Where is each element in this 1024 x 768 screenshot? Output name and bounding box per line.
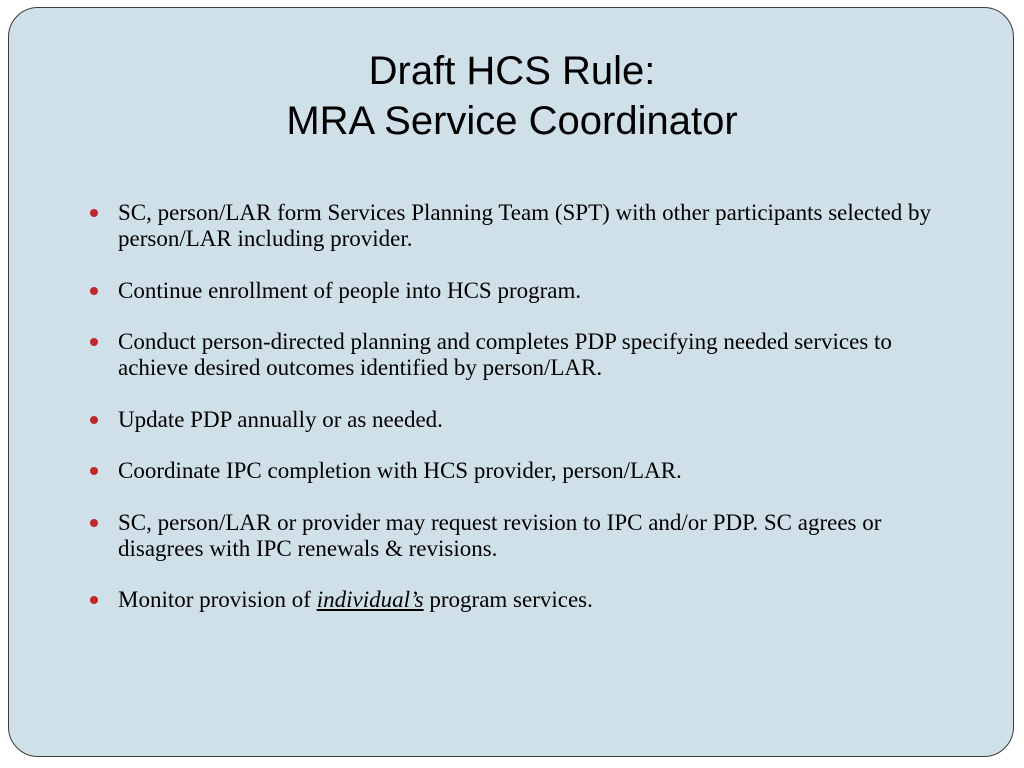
bullet-text: Coordinate IPC completion with HCS provider, person/LAR. xyxy=(118,458,682,483)
bullet-item xyxy=(86,200,966,252)
bullet-text-emphasis: individual’s xyxy=(316,587,424,612)
bullet-text: Update PDP annually or as needed. xyxy=(118,406,443,432)
bullet-text-prefix: Monitor provision of xyxy=(118,587,317,612)
bullet-item xyxy=(86,458,966,484)
slide-title-line-2: MRA Service Coordinator xyxy=(286,99,738,143)
bullet-dot-icon xyxy=(90,467,98,475)
bullet-dot-icon xyxy=(90,287,98,295)
bullet-item xyxy=(86,510,966,562)
bullet-dot-icon xyxy=(90,209,98,217)
bullet-dot-icon xyxy=(90,416,98,424)
bullet-text: Conduct person-directed planning and completes PDP specifying needed services to achieve desired outcomes identified by person/LAR. xyxy=(118,329,892,380)
bullet-text-suffix: program services. xyxy=(423,587,593,612)
bullet-item xyxy=(86,587,966,613)
bullet-dot-icon xyxy=(90,596,98,604)
slide-title-line-1: Draft HCS Rule: xyxy=(368,49,656,93)
bullet-list xyxy=(86,200,966,639)
bullet-dot-icon xyxy=(90,519,98,527)
bullet-text: Continue enrollment of people into HCS program. xyxy=(118,277,582,303)
bullet-item xyxy=(86,329,966,381)
bullet-text: SC, person/LAR form Services Planning Team (SPT) with other participants selected by person/LAR including provider. xyxy=(118,200,932,251)
slide-title xyxy=(0,46,1024,146)
bullet-dot-icon xyxy=(90,338,98,346)
bullet-text: SC, person/LAR or provider may request revision to IPC and/or PDP. SC agrees or disagrees with IPC renewals & revisions. xyxy=(118,509,882,561)
bullet-item xyxy=(86,407,966,433)
bullet-item xyxy=(86,278,966,304)
